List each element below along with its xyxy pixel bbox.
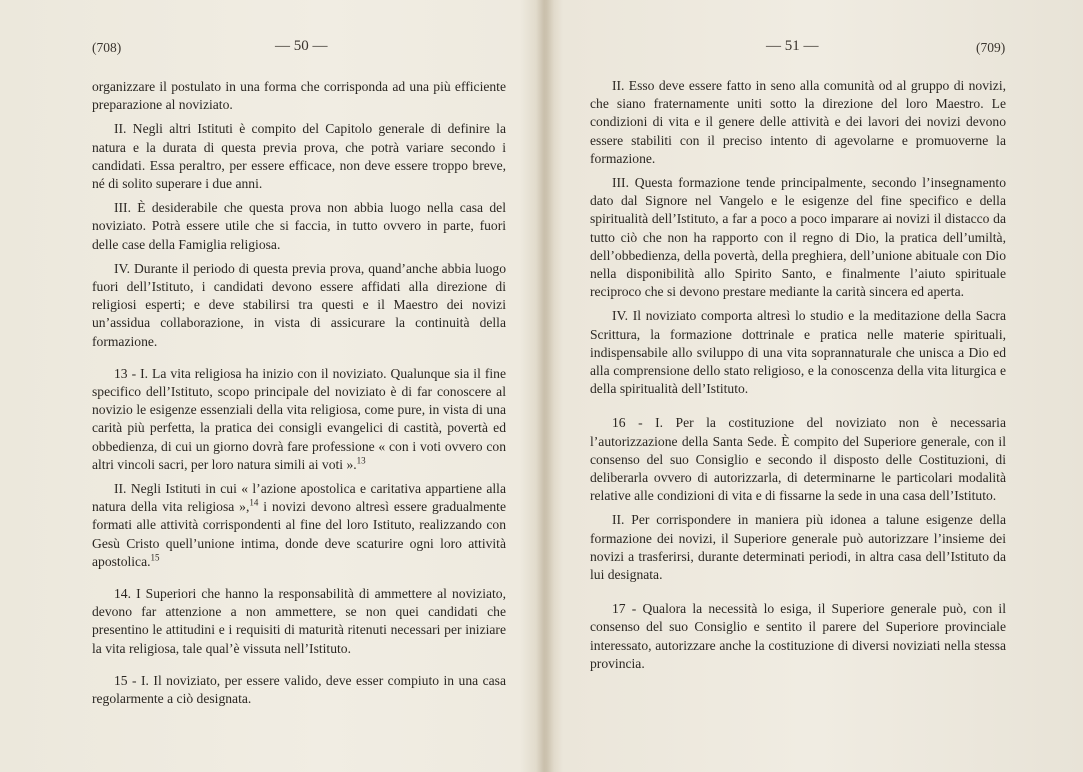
paragraph: III. Questa formazione tende principalmente, secondo l’insegnamento dato dal Signore nel Vangelo e le esigenze del fine specifico e della spiritualità dell’Istituto, a far a poco a poco imparare ai novizi il distacco da tutto ciò che non ha rapporto con il regno di Dio, la pratica dell’umiltà, dell’obbedienza, della povertà, della preghiera, dell’unione abituale con Dio nella disponibilità allo Spirito Santo, e finalmente l’aiuto spirituale reciproco che si devono prestare mediante la carità sincera ed aperta. <box>590 175 1006 300</box>
paragraph: 17 - Qualora la necessità lo esiga, il Superiore generale può, con il consenso del suo Consiglio e sentito il parere del Superiore provinciale interessato, autorizzare anche la costituzione di diversi noviziati nella stessa provincia. <box>590 601 1006 671</box>
right-paren-number: (709) <box>976 40 1006 55</box>
paragraph <box>92 365 506 474</box>
left-paren-number: (708) <box>92 40 122 55</box>
footnote-ref: 13 <box>356 455 366 466</box>
paragraph: II. Per corrispondere in maniera più idonea a talune esigenze della formazione dei novizi, il Superiore generale può autorizzare l’insieme dei novizi a trasferirsi, durante determinati periodi, in altra casa dell’Istituto da lui designata. <box>590 512 1006 583</box>
paragraph: organizzare il postulato in una forma che corrisponda ad una più efficiente preparazione al noviziato. <box>92 79 506 113</box>
left-page <box>0 0 540 772</box>
right-page-number: — 51 — <box>766 38 819 54</box>
paragraph: 15 - I. Il noviziato, per essere valido, deve esser compiuto in una casa regolarmente a ciò designata. <box>92 672 506 707</box>
left-body-text <box>92 78 506 714</box>
paragraph: 14. I Superiori che hanno la responsabilità di ammettere al noviziato, devono far attenzione a non ammettere, se non quei candidati che presentino le attitudini e i requisiti di maturità ritenuti necessari per iniziare la vita religiosa, tale qual’è vissuta nell’Istituto. <box>92 586 506 656</box>
paragraph-text: II. Negli Istituti in cui « l’azione apostolica e caritativa appartiene alla natura della vita religiosa », <box>92 481 506 515</box>
paragraph <box>92 480 506 571</box>
footnote-ref: 15 <box>150 552 160 563</box>
paragraph-text: 13 - I. La vita religiosa ha inizio con il noviziato. Qualunque sia il fine specifico dell’Istituto, scopo principale del noviziato è di far conoscere al novizio le esigenze essenziali della vita religiosa, come pure, in vista di una carità più perfetta, la pratica dei consigli evangelici di castità, povertà ed obbedienza, di cui un giorno dovrà fare professione « con i voti ovvero con altri vincoli sacri, per loro natura simili ai voti ». <box>92 365 506 472</box>
footnote-ref: 14 <box>249 497 259 508</box>
paragraph: IV. Durante il periodo di questa previa prova, quand’anche abbia luogo fuori dell’Istituto, i candidati devono essere affidati alla direzione di religiosi esperti; e deve stabilirsi tra questi e il Maestro dei novizi un’assidua collaborazione, in vista di assicurare la continuità della formazione. <box>92 260 506 349</box>
paragraph: II. Negli altri Istituti è compito del Capitolo generale di definire la natura e la durata di questa previa prova, che potrà variare secondo i candidati. Essa peraltro, per essere efficace, non deve essere troppo breve, né di solito superare i due anni. <box>92 121 506 192</box>
left-page-number: — 50 — <box>275 38 328 54</box>
paragraph: IV. Il noviziato comporta altresì lo studio e la meditazione della Sacra Scrittura, la formazione dottrinale e pratica nelle materie spirituali, indispensabile allo sviluppo di una vita soprannaturale che unisca a Dio ed alla comprensione dello stato religioso, e la conoscenza della vita liturgica e della spiritualità dell’Istituto. <box>590 308 1006 397</box>
right-page <box>548 0 1083 772</box>
paragraph: 16 - I. Per la costituzione del noviziato non è necessaria l’autorizzazione della Santa Sede. È compito del Superiore generale, con il consenso del suo Consiglio e secondo il disposto delle Costituzioni, di deliberarla ovvero di autorizzarla, di determinarne le particolari modalità relative alle condizioni di vita e di fissarne la sede in una casa dell’Istituto. <box>590 415 1006 504</box>
paragraph-text: i novizi devono altresì essere gradualmente formati alle attività corrispondenti al fine del loro Istituto, realizzando con Gesù Cristo quell’unione intima, donde deve scaturire ogni loro attività apostolica. <box>92 499 506 569</box>
paragraph: III. È desiderabile che questa prova non abbia luogo nella casa del noviziato. Potrà essere utile che si faccia, in tutto ovvero in parte, fuori delle case della Famiglia religiosa. <box>92 200 506 252</box>
paragraph: II. Esso deve essere fatto in seno alla comunità od al gruppo di novizi, che siano fraternamente uniti sotto la direzione del loro Maestro. Le condizioni di vita e il genere delle attività e dei lavori dei novizi devono essere stabiliti con il preciso intento di agevolarne e promuoverne la formazione. <box>590 78 1006 166</box>
right-body-text <box>590 77 1006 679</box>
